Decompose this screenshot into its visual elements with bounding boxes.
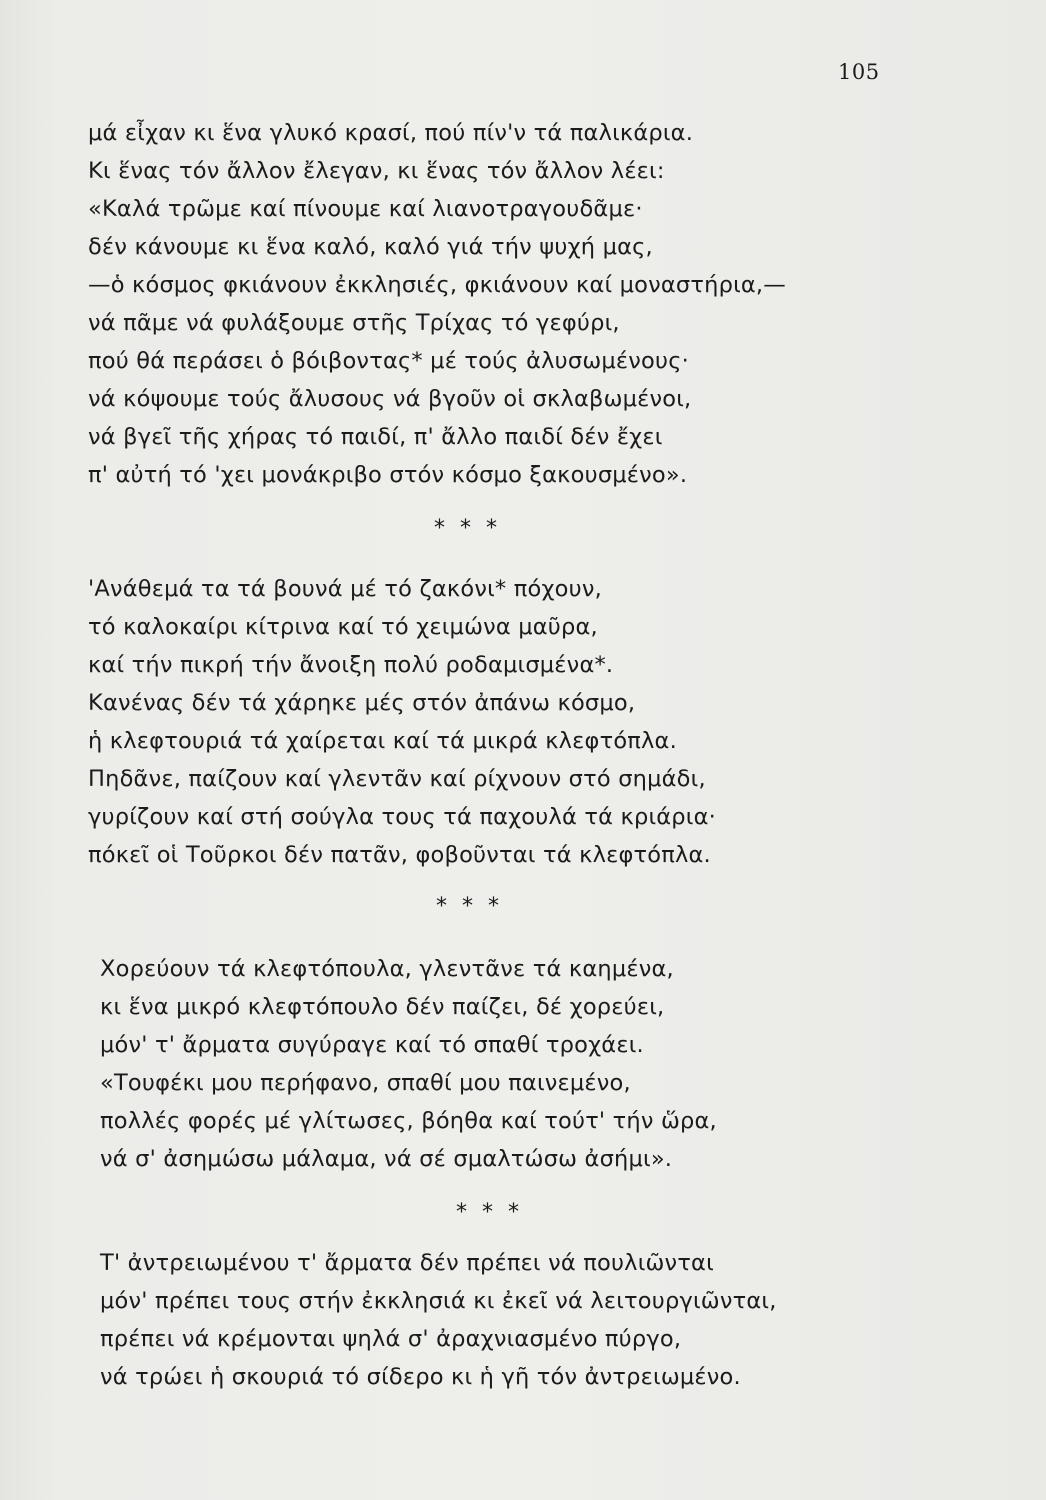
- verse-line: —ὁ κόσμος φκιάνουν ἐκκλησιές, φκιάνουν καί μοναστήρια,—: [88, 272, 786, 298]
- verse-line: «Τουφέκι μου περήφανο, σπαθί μου παινεμένο,: [100, 1070, 631, 1096]
- verse-line: νά πᾶμε νά φυλάξουμε στῆς Τρίχας τό γεφύρι,: [88, 310, 620, 336]
- verse-line: πρέπει νά κρέμονται ψηλά σ' ἀραχνιασμένο πύργο,: [100, 1326, 682, 1352]
- stanza-separator: * * *: [434, 516, 501, 541]
- verse-line: π' αὐτή τό 'χει μονάκριβο στόν κόσμο ξακουσμένο».: [88, 462, 688, 488]
- verse-line: κι ἕνα μικρό κλεφτόπουλο δέν παίζει, δέ χορεύει,: [100, 994, 665, 1020]
- stanza-separator: * * *: [456, 1200, 523, 1225]
- verse-line: 'Ανάθεμά τα τά βουνά μέ τό ζακόνι* πόχουν,: [88, 576, 602, 602]
- verse-line: νά τρώει ἡ σκουριά τό σίδερο κι ἡ γῆ τόν ἀντρειωμένο.: [100, 1364, 741, 1390]
- verse-line: δέν κάνουμε κι ἕνα καλό, καλό γιά τήν ψυχή μας,: [88, 234, 653, 260]
- verse-line: μόν' τ' ἄρματα συγύραγε καί τό σπαθί τροχάει.: [100, 1032, 644, 1058]
- verse-line: ἡ κλεφτουριά τά χαίρεται καί τά μικρά κλεφτόπλα.: [88, 728, 677, 754]
- verse-line: νά κόψουμε τούς ἄλυσους νά βγοῦν οἱ σκλαβωμένοι,: [88, 386, 692, 412]
- verse-line: μά εἶχαν κι ἕνα γλυκό κρασί, πού πίν'ν τά παλικάρια.: [88, 120, 694, 146]
- verse-line: τό καλοκαίρι κίτρινα καί τό χειμώνα μαῦρα,: [88, 614, 598, 640]
- verse-line: Τ' ἀντρειωμένου τ' ἄρματα δέν πρέπει νά πουλιῶνται: [100, 1250, 714, 1276]
- verse-line: Κανένας δέν τά χάρηκε μές στόν ἀπάνω κόσμο,: [88, 690, 636, 716]
- verse-line: Χορεύουν τά κλεφτόπουλα, γλεντᾶνε τά καημένα,: [100, 956, 674, 982]
- verse-line: νά βγεῖ τῆς χήρας τό παιδί, π' ἄλλο παιδί δέν ἔχει: [88, 424, 663, 450]
- verse-line: πόκεῖ οἱ Τοῦρκοι δέν πατᾶν, φοβοῦνται τά κλεφτόπλα.: [88, 842, 711, 868]
- page-number: 105: [838, 60, 880, 84]
- verse-line: Πηδᾶνε, παίζουν καί γλεντᾶν καί ρίχνουν στό σημάδι,: [88, 766, 706, 792]
- verse-line: καί τήν πικρή τήν ἄνοιξη πολύ ροδαμισμένα*.: [88, 652, 614, 678]
- verse-line: νά σ' ἀσημώσω μάλαμα, νά σέ σμαλτώσω ἀσήμι».: [100, 1146, 673, 1172]
- verse-line: πού θά περάσει ὁ βόιβοντας* μέ τούς ἀλυσωμένους·: [88, 348, 689, 374]
- verse-line: Κι ἕνας τόν ἄλλον ἔλεγαν, κι ἕνας τόν ἄλλον λέει:: [88, 158, 665, 184]
- verse-line: μόν' πρέπει τους στήν ἐκκλησιά κι ἐκεῖ νά λειτουργιῶνται,: [100, 1288, 777, 1314]
- stanza-separator: * * *: [436, 894, 503, 919]
- verse-line: πολλές φορές μέ γλίτωσες, βόηθα καί τούτ' τήν ὥρα,: [100, 1108, 717, 1134]
- verse-line: γυρίζουν καί στή σούγλα τους τά παχουλά τά κριάρια·: [88, 804, 716, 830]
- verse-line: «Καλά τρῶμε καί πίνουμε καί λιανοτραγουδᾶμε·: [88, 196, 643, 222]
